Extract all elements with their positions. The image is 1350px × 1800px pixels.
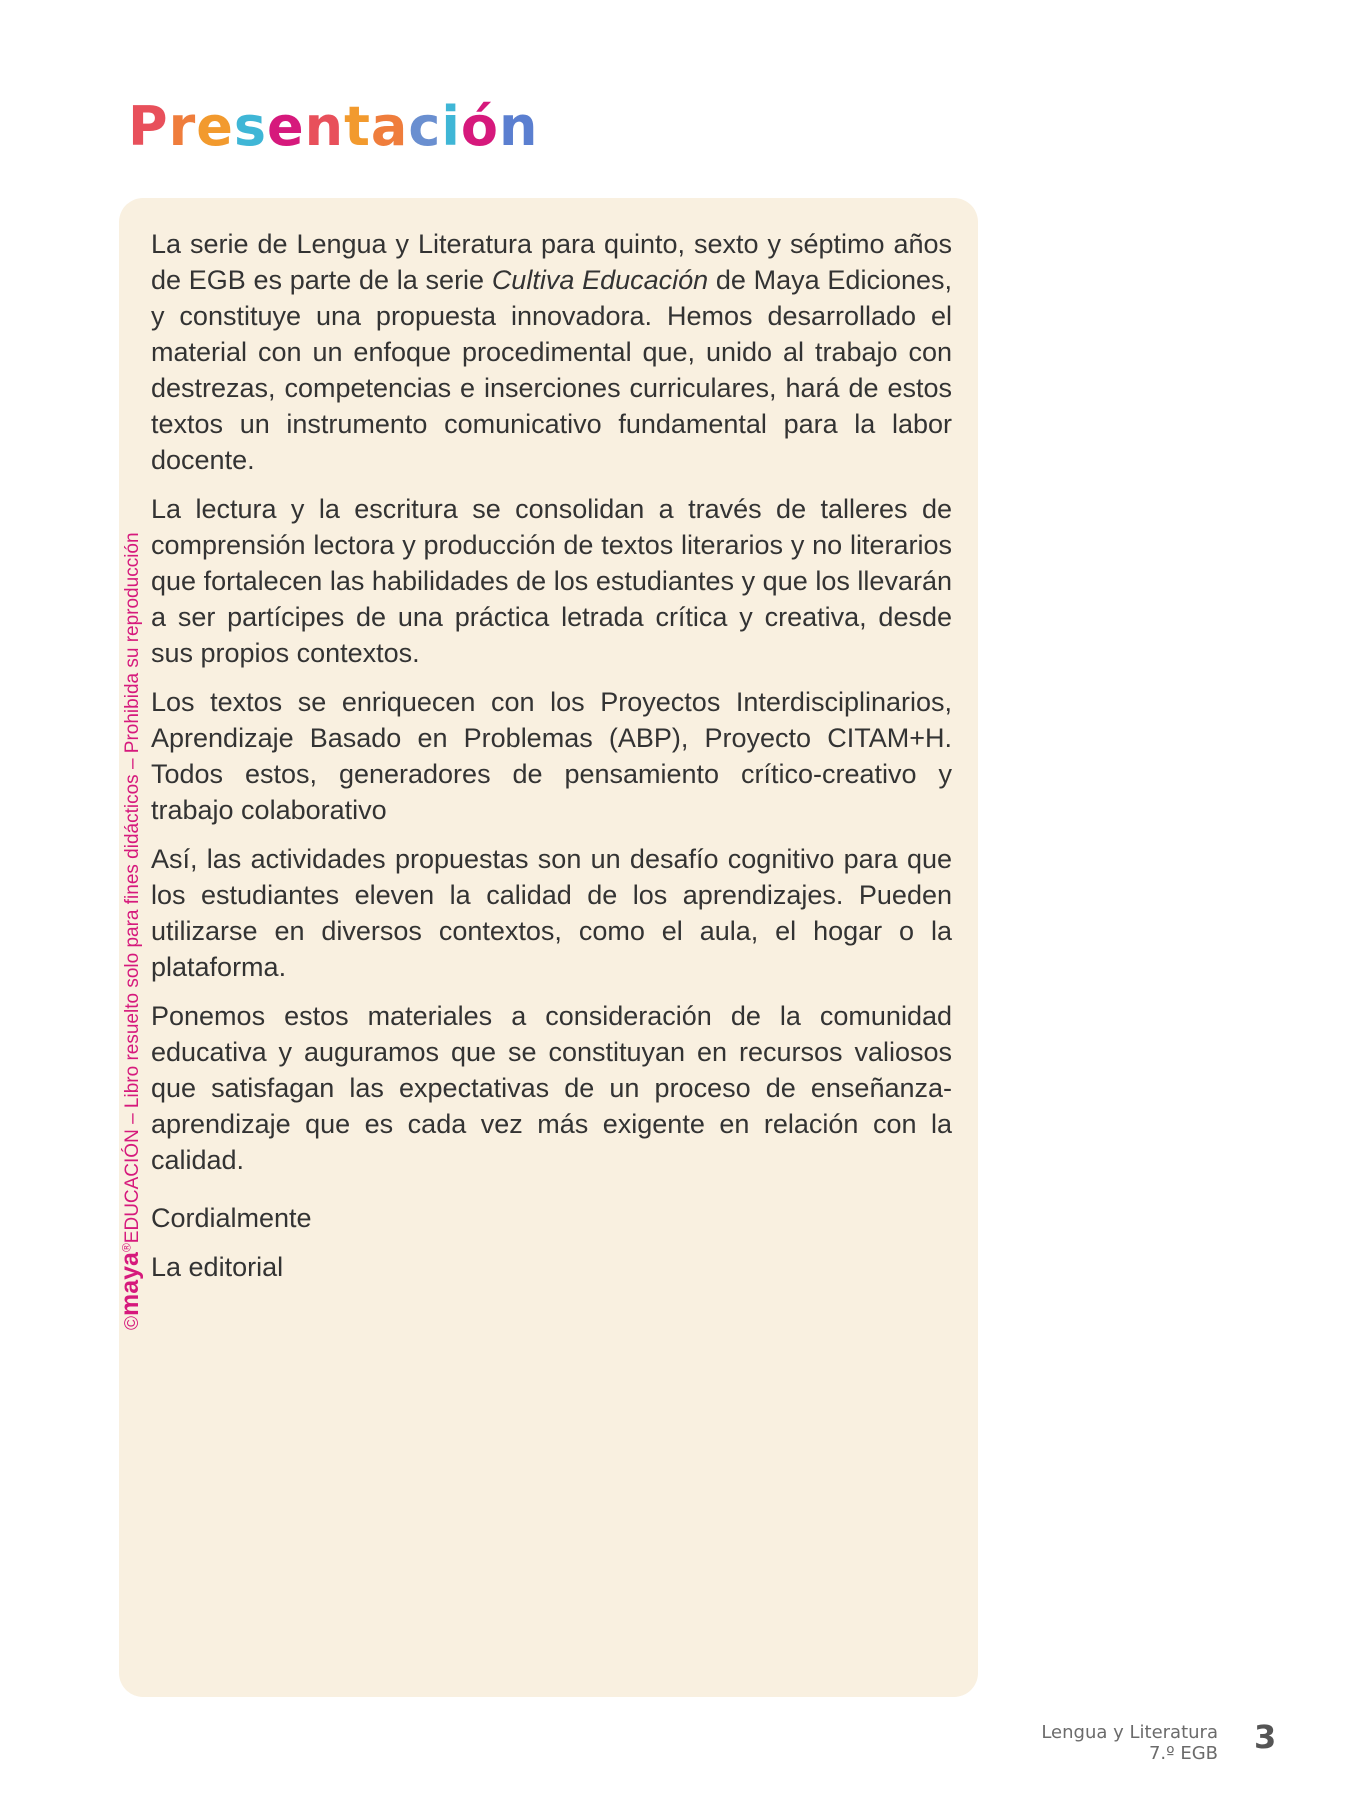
- title-letter: c: [408, 95, 442, 158]
- signature: La editorial: [151, 1252, 284, 1282]
- copyright-text: EDUCACIÓN – Libro resuelto solo para fines didácticos – Prohibida su reproducción: [122, 532, 143, 1244]
- title-letter: e: [196, 95, 234, 158]
- footer: [1041, 1722, 1218, 1764]
- title-letter: i: [441, 95, 461, 158]
- title-letter: n: [499, 95, 539, 158]
- title-letter: P: [128, 95, 169, 158]
- title-letter: e: [267, 95, 305, 158]
- greeting: Cordialmente: [151, 1203, 312, 1233]
- series-name: Cultiva Educación: [491, 265, 709, 295]
- footer-subject: Lengua y Literatura: [1041, 1722, 1218, 1743]
- registered-mark: ®: [119, 1243, 134, 1253]
- title-letter: t: [344, 95, 371, 158]
- copyright-symbol: ©: [122, 1316, 143, 1330]
- presentation-text: [151, 226, 952, 1191]
- copyright-sidebar: [116, 532, 145, 1330]
- maya-logo: maya: [116, 1252, 144, 1316]
- paragraph-1: La serie de Lengua y Literatura para quinto, sexto y séptimo años de EGB es parte de la serie Cultiva Educación de Maya Ediciones, y constituye una propuesta innovadora. Hemos desarrollado el material con un enfoque procedimental que, unido al trabajo con destrezas, competencias e inserciones curriculares, hará de estos textos un instrumento comunicativo fundamental para la labor docente.: [151, 229, 952, 475]
- paragraph-4: Así, las actividades propuestas son un desafío cognitivo para que los estudiantes eleven la calidad de los aprendizajes. Pueden utilizarse en diversos contextos, como el aula, el hogar o la plataforma.: [151, 844, 952, 982]
- footer-grade: 7.º EGB: [1148, 1743, 1218, 1764]
- closing: [151, 1200, 312, 1298]
- paragraph-5: Ponemos estos materiales a consideración de la comunidad educativa y auguramos que se constituyan en recursos valiosos que satisfagan las expectativas de un proceso de enseñanza-aprendizaje que es cada vez más exigente en relación con la calidad.: [151, 1001, 952, 1175]
- title-letter: r: [168, 95, 197, 158]
- title-letter: a: [370, 95, 409, 158]
- title-letter: n: [304, 95, 345, 158]
- page-number: 3: [1254, 1718, 1277, 1756]
- paragraph-3: Los textos se enriquecen con los Proyectos Interdisciplinarios, Aprendizaje Basado en Problemas (ABP), Proyecto CITAM+H. Todos estos, generadores de pensamiento crítico-creativo y trabajo colaborativo: [151, 687, 952, 825]
- paragraph-2: La lectura y la escritura se consolidan a través de talleres de comprensión lectora y producción de textos literarios y no literarios que fortalecen las habilidades de los estudiantes y que los llevarán a ser partícipes de una práctica letrada crítica y creativa, desde sus propios contextos.: [151, 494, 952, 668]
- title-letter: s: [233, 95, 267, 158]
- page-title: [128, 95, 539, 158]
- title-letter: ó: [460, 95, 499, 158]
